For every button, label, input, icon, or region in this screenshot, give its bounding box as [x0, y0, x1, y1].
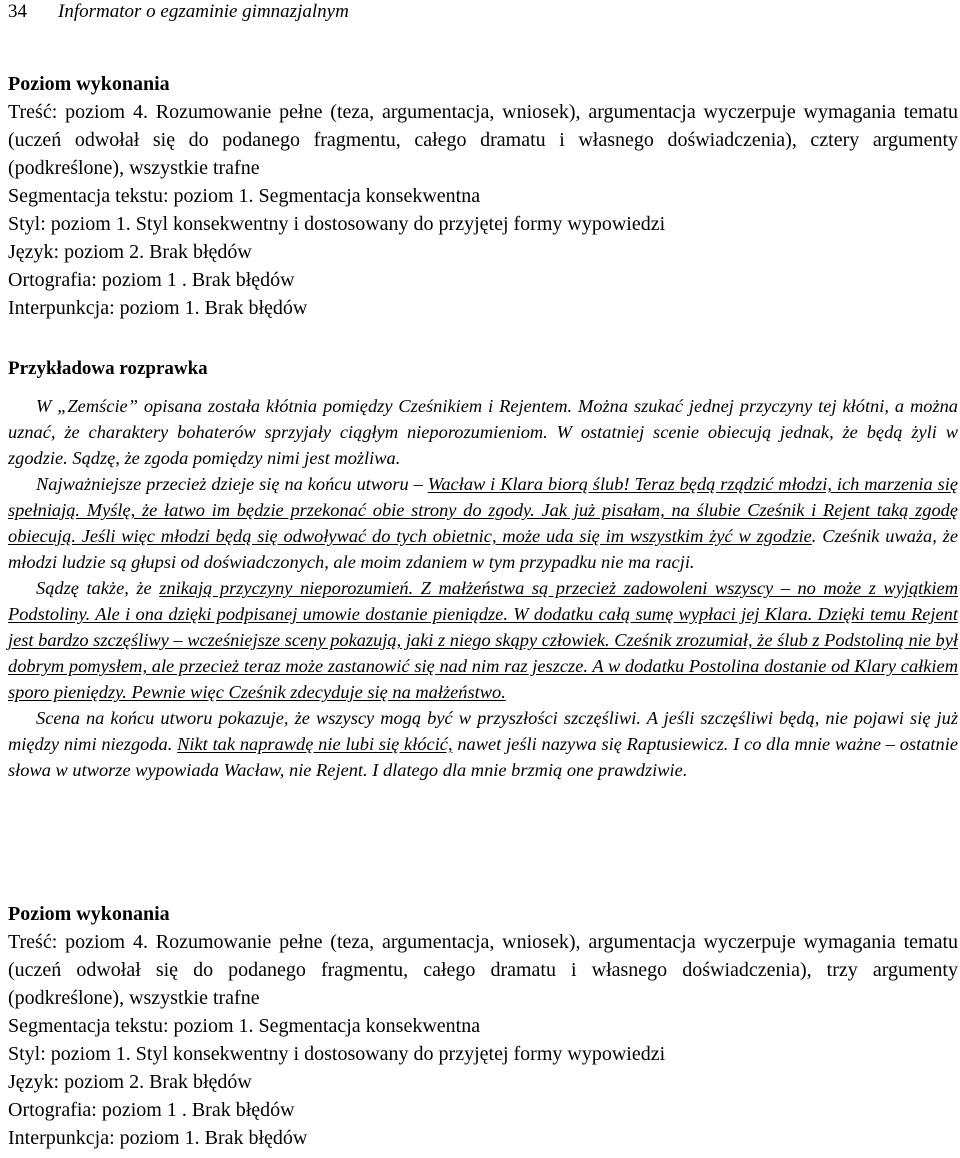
underlined-argument: Wacław i Klara biorą ślub! Teraz będą rządzić młodzi, ich marzenia się spełniają. Myślę, że łatwo im będzie przekonać obie strony do zgody. Jak już pisałam, na ślubie Cześnik i Rejent taką zgodę obiecują. Jeśli więc młodzi będą się odwoływać do tych obietnic, może uda się im wszystkim żyć w zgodzie [8, 474, 959, 546]
essay-heading: Przykładowa rozprawka [8, 358, 208, 379]
grading-style: Styl: poziom 1. Styl konsekwentny i dostosowany do przyjętej formy wypowiedzi [8, 213, 666, 235]
book-title: Informator o egzaminie gimnazjalnym [58, 1, 349, 22]
essay-paragraph: W „Zemście” opisana została kłótnia pomiędzy Cześnikiem i Rejentem. Można szukać jednej przyczyny tej kłótni, a można uznać, że charaktery bohaterów sprzyjały ciągłym nieporozumieniom. W ostatniej scenie obiecują jednak, że będą żyli w zgodzie. Sądzę, że zgoda pomiędzy nimi jest możliwa. [8, 396, 958, 468]
grading-punctuation: Interpunkcja: poziom 1. Brak błędów [8, 1127, 308, 1149]
essay-paragraph [8, 575, 958, 705]
grading-language: Język: poziom 2. Brak błędów [8, 1071, 252, 1093]
page-number: 34 [8, 1, 27, 22]
grading-punctuation: Interpunkcja: poziom 1. Brak błędów [8, 297, 308, 319]
grading-segmentation: Segmentacja tekstu: poziom 1. Segmentacja konsekwentna [8, 1015, 481, 1037]
essay-text: nawet jeśli nazywa się Raptusiewicz. I co dla mnie ważne – ostatnie słowa w utworze wypowiada Wacław, nie Rejent. I dlatego dla mnie brzmią one prawdziwie. [8, 734, 958, 780]
essay-paragraph [8, 471, 958, 575]
grading-section-2 [8, 900, 958, 1152]
underlined-argument: Nikt tak naprawdę nie lubi się kłócić, [177, 734, 453, 754]
grading-segmentation: Segmentacja tekstu: poziom 1. Segmentacja konsekwentna [8, 185, 481, 207]
grading-section-1 [8, 70, 958, 322]
grading-content: Treść: poziom 4. Rozumowanie pełne (teza, argumentacja, wniosek), argumentacja wyczerpuje wymagania tematu (uczeń odwołał się do podanego fragmentu, całego dramatu i własnego doświadczenia), cztery argumenty (podkreślone), wszystkie trafne [8, 101, 958, 179]
essay-text: Najważniejsze przecież dzieje się na końcu utworu – [36, 474, 428, 494]
essay-text: Sądzę także, że [36, 578, 160, 598]
grading-heading: Poziom wykonania [8, 73, 170, 95]
grading-heading: Poziom wykonania [8, 903, 170, 925]
grading-style: Styl: poziom 1. Styl konsekwentny i dostosowany do przyjętej formy wypowiedzi [8, 1043, 666, 1065]
grading-spelling: Ortografia: poziom 1 . Brak błędów [8, 269, 295, 291]
sample-essay [8, 393, 958, 783]
essay-text: . Cześnik uważa, że młodzi ludzie są głupsi od doświadczonych, ale moim zdaniem w tym przypadku nie ma racji. [8, 526, 958, 572]
grading-language: Język: poziom 2. Brak błędów [8, 241, 252, 263]
essay-paragraph [8, 705, 958, 783]
running-header [8, 1, 349, 23]
essay-text: Scena na końcu utworu pokazuje, że wszyscy mogą być w przyszłości szczęśliwi. A jeśli szczęśliwi będą, nie pojawi się już między nimi niezgoda. [8, 708, 958, 754]
underlined-argument: znikają przyczyny nieporozumień. Z małżeństwa są przecież zadowoleni wszyscy – no może z wyjątkiem Podstoliny. Ale i ona dzięki podpisanej umowie dostanie pieniądze. W dodatku całą sumę wypłaci jej Klara. Dzięki temu Rejent jest bardzo szczęśliwy – wcześniejsze sceny pokazują, jaki z niego skąpy człowiek. Cześnik zrozumiał, że ślub z Podstoliną nie był dobrym pomysłem, ale przecież teraz może zastanowić się nad nim raz jeszcze. A w dodatku Postolina dostanie od Klary całkiem sporo pieniędzy. Pewnie więc Cześnik zdecyduje się na małżeństwo. [8, 578, 958, 702]
grading-content: Treść: poziom 4. Rozumowanie pełne (teza, argumentacja, wniosek), argumentacja wyczerpuje wymagania tematu (uczeń odwołał się do podanego fragmentu, całego dramatu i własnego doświadczenia), trzy argumenty (podkreślone), wszystkie trafne [8, 931, 958, 1009]
grading-spelling: Ortografia: poziom 1 . Brak błędów [8, 1099, 295, 1121]
